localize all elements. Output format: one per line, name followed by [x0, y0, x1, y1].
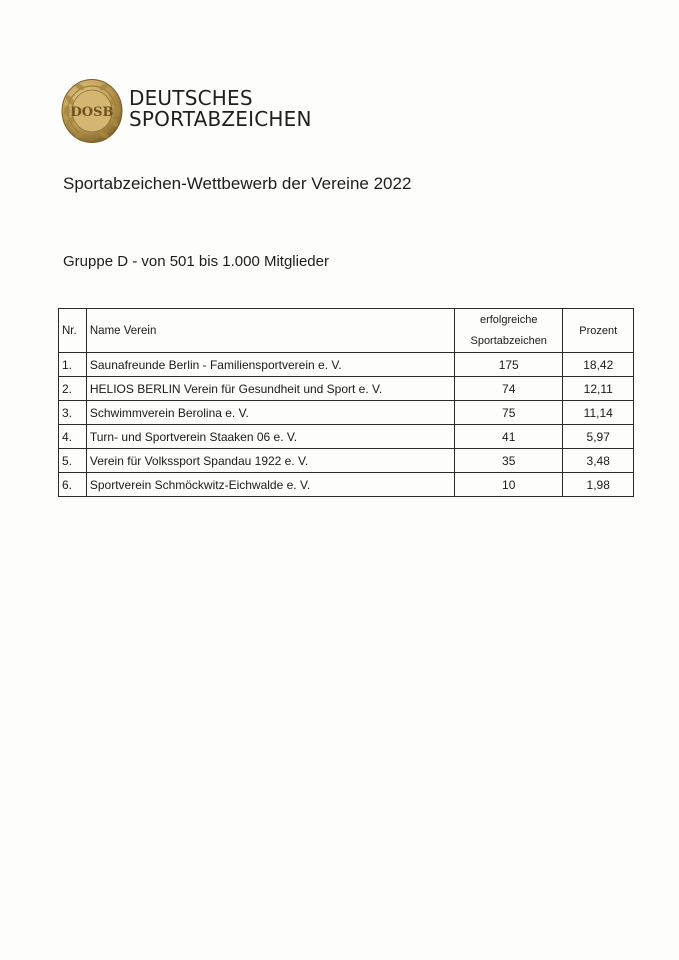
badge-lettering: DOSB: [70, 105, 114, 120]
row-nr: 4.: [59, 425, 87, 449]
table-row: [59, 473, 634, 497]
row-nr: 1.: [59, 353, 87, 377]
table-row: [59, 425, 634, 449]
dosb-badge-icon: [60, 78, 124, 144]
row-name: Verein für Volkssport Spandau 1922 e. V.: [86, 449, 454, 473]
row-count: 10: [454, 473, 563, 497]
row-percent: 1,98: [563, 473, 634, 497]
header-name: Name Verein: [86, 309, 454, 353]
header-percent: Prozent: [563, 309, 634, 353]
row-percent: 5,97: [563, 425, 634, 449]
row-name: Saunafreunde Berlin - Familiensportverein e. V.: [86, 353, 454, 377]
row-count: 41: [454, 425, 563, 449]
table-header-row: [59, 309, 634, 353]
header-nr: Nr.: [59, 309, 87, 353]
dosb-logo: [60, 78, 330, 144]
logo-line-2: SPORTABZEICHEN: [129, 107, 312, 131]
row-percent: 18,42: [563, 353, 634, 377]
row-percent: 12,11: [563, 377, 634, 401]
row-name: Sportverein Schmöckwitz-Eichwalde e. V.: [86, 473, 454, 497]
header-count-line2: Sportabzeichen: [470, 334, 547, 347]
row-percent: 11,14: [563, 401, 634, 425]
row-nr: 2.: [59, 377, 87, 401]
page-title: Sportabzeichen-Wettbewerb der Vereine 2022: [63, 174, 412, 193]
row-count: 175: [454, 353, 563, 377]
row-count: 35: [454, 449, 563, 473]
row-name: HELIOS BERLIN Verein für Gesundheit und Sport e. V.: [86, 377, 454, 401]
row-nr: 6.: [59, 473, 87, 497]
row-nr: 5.: [59, 449, 87, 473]
group-subtitle: Gruppe D - von 501 bis 1.000 Mitglieder: [63, 253, 329, 270]
logo-wordmark: [129, 88, 312, 130]
row-count: 74: [454, 377, 563, 401]
table-row: [59, 353, 634, 377]
table-row: [59, 401, 634, 425]
logo-line-1: DEUTSCHES: [129, 86, 253, 110]
row-count: 75: [454, 401, 563, 425]
header-count-line1: erfolgreiche: [479, 313, 538, 326]
row-nr: 3.: [59, 401, 87, 425]
table-row: [59, 449, 634, 473]
header-count: [454, 309, 563, 353]
table-row: [59, 377, 634, 401]
row-name: Turn- und Sportverein Staaken 06 e. V.: [86, 425, 454, 449]
results-table: [58, 308, 634, 497]
row-percent: 3,48: [563, 449, 634, 473]
row-name: Schwimmverein Berolina e. V.: [86, 401, 454, 425]
